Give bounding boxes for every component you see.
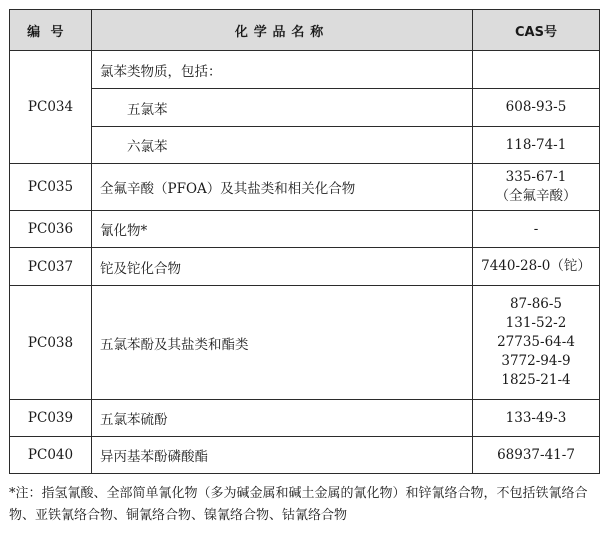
- row-code: PC037: [10, 248, 92, 286]
- row-cas: [473, 437, 600, 474]
- table-row: [10, 211, 600, 248]
- row-name: 氰化物*: [92, 211, 473, 248]
- row-code: PC035: [10, 164, 92, 211]
- row-cas: [473, 211, 600, 248]
- row-name: 五氯苯硫酚: [92, 400, 473, 437]
- cas-note: （全氟辛酸）: [495, 188, 577, 204]
- table-row: [10, 400, 600, 437]
- cas-number: 3772-94-9: [501, 353, 571, 369]
- header-code: 编号: [10, 10, 92, 51]
- table-row: [10, 248, 600, 286]
- cas-number: -: [533, 220, 539, 237]
- row-name: 五氯苯酚及其盐类和酯类: [92, 286, 473, 400]
- row-code: PC039: [10, 400, 92, 437]
- cas-number: 335-67-1: [505, 169, 567, 185]
- row-code: PC040: [10, 437, 92, 474]
- row-name: 异丙基苯酚磷酸酯: [92, 437, 473, 474]
- row-cas: [473, 51, 600, 89]
- table-row: [10, 437, 600, 474]
- cas-number: 68937-41-7: [497, 446, 575, 463]
- row-cas: [473, 127, 600, 164]
- row-cas: [473, 286, 600, 400]
- header-name: 化学品名称: [92, 10, 473, 51]
- cas-number: 1825-21-4: [501, 372, 571, 388]
- cas-number: 87-86-5: [509, 296, 563, 312]
- cas-number: 608-93-5: [505, 99, 567, 115]
- row-code: PC034: [10, 51, 92, 164]
- row-cas: [473, 248, 600, 286]
- row-name: 全氟辛酸（PFOA）及其盐类和相关化合物: [92, 164, 473, 211]
- row-cas: [473, 400, 600, 437]
- table-row: [10, 164, 600, 211]
- table-row: [10, 51, 600, 89]
- row-code: PC038: [10, 286, 92, 400]
- row-name: 六氯苯: [92, 127, 473, 164]
- cas-number: 118-74-1: [505, 136, 567, 153]
- footnote: *注：指氢氰酸、全部简单氰化物（多为碱金属和碱土金属的氰化物）和锌氰络合物，不包括铁氰络合物、亚铁氰络合物、铜氰络合物、镍氰络合物、钴氰络合物: [9, 486, 588, 523]
- table-row: [10, 89, 600, 127]
- cas-number: 7440-28-0（铊）: [481, 258, 591, 274]
- row-name: 氯苯类物质，包括：: [92, 51, 473, 89]
- cas-number: 131-52-2: [505, 315, 567, 331]
- table-row: [10, 127, 600, 164]
- row-cas: [473, 89, 600, 127]
- table-header-row: [10, 10, 600, 51]
- chemicals-table: [9, 9, 600, 474]
- row-cas: [473, 164, 600, 211]
- row-name: 五氯苯: [92, 89, 473, 127]
- table-row: [10, 286, 600, 400]
- row-name: 铊及铊化合物: [92, 248, 473, 286]
- row-code: PC036: [10, 211, 92, 248]
- header-cas: CAS号: [473, 10, 600, 51]
- cas-number: 133-49-3: [505, 409, 567, 426]
- cas-number: 27735-64-4: [497, 334, 575, 350]
